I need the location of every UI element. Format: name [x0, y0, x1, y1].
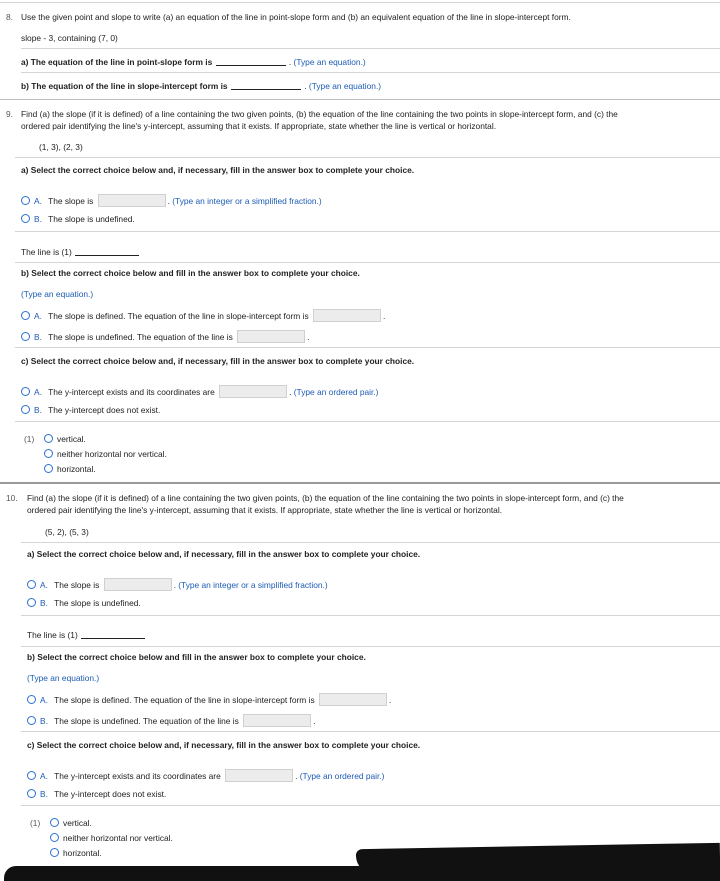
q10-part-b-instructions: b) Select the correct choice below and fill in the answer box to complete your choice.: [27, 652, 366, 662]
q10-b-option-a-text: The slope is defined. The equation of the line in slope-intercept form is: [54, 695, 315, 705]
q10-b-option-a-radio[interactable]: [27, 695, 36, 704]
q9-prompt-line2: ordered pair identifying the line's y-intercept, assuming that it exists. If appropriate, state whether the line is vertical or horizontal.: [21, 121, 497, 131]
q9-b-option-a-text: The slope is defined. The equation of the line in slope-intercept form is: [48, 311, 309, 321]
q9-c-option-b[interactable]: B. The y-intercept does not exist.: [21, 405, 160, 415]
q8-part-a: a) The equation of the line in point-slope form is . (Type an equation.): [21, 57, 366, 67]
q10-dropdown-option-neither[interactable]: neither horizontal nor vertical.: [50, 833, 173, 843]
q9-b-option-b[interactable]: B. The slope is undefined. The equation of the line is .: [21, 330, 309, 343]
q9-line-is: [21, 247, 140, 257]
q10-line-is-dropdown-blank[interactable]: [81, 630, 145, 639]
q10-prompt-line1: Find (a) the slope (if it is defined) of a line containing the two given points, (b) the equation of the line containing the two points in slope-intercept form, and (c) the: [27, 493, 624, 503]
q9-a-option-a[interactable]: A. The slope is . (Type an integer or a simplified fraction.): [21, 194, 322, 207]
q10-dropdown-neither-radio[interactable]: [50, 833, 59, 842]
q9-part-b-hint: (Type an equation.): [21, 289, 94, 299]
q9-c-option-b-radio[interactable]: [21, 405, 30, 414]
q9-c-option-a-text: The y-intercept exists and its coordinates are: [48, 387, 215, 397]
q9-part-b-instructions: b) Select the correct choice below and fill in the answer box to complete your choice.: [21, 268, 360, 278]
q9-line-is-dropdown-blank[interactable]: [75, 247, 139, 256]
q10-b-option-b-radio[interactable]: [27, 716, 36, 725]
q9-dropdown-label: (1): [24, 434, 35, 444]
q10-dropdown-label: (1): [30, 818, 41, 828]
q10-part-b-hint: (Type an equation.): [27, 673, 100, 683]
q10-dropdown-option-vertical[interactable]: vertical.: [50, 818, 92, 828]
q10-a-option-a-hint: (Type an integer or a simplified fraction.): [178, 580, 328, 590]
q8-part-b-hint: (Type an equation.): [308, 81, 382, 91]
q9-dropdown-neither-radio[interactable]: [44, 449, 53, 458]
q10-c-option-b[interactable]: B. The y-intercept does not exist.: [27, 789, 166, 799]
q9-a-option-b-radio[interactable]: [21, 214, 30, 223]
q10-line-is: [27, 630, 146, 640]
q10-line-is-label: The line is (1): [27, 630, 78, 640]
q9-dropdown-option-horizontal[interactable]: horizontal.: [44, 464, 96, 474]
q10-dropdown-option-horizontal[interactable]: horizontal.: [50, 848, 102, 858]
q9-a-option-a-hint: (Type an integer or a simplified fraction.): [172, 196, 322, 206]
q8-prompt: Use the given point and slope to write (a) an equation of the line in point-slope form and (b) an equivalent equation of the line in slope-intercept form.: [21, 12, 571, 22]
q10-b-option-b[interactable]: B. The slope is undefined. The equation of the line is .: [27, 714, 315, 727]
q9-a-option-a-text: The slope is: [48, 196, 94, 206]
q8-part-b-label: b) The equation of the line in slope-intercept form is: [21, 81, 228, 91]
q9-slope-input[interactable]: [98, 194, 166, 207]
q8-part-b-answer-blank[interactable]: [231, 81, 301, 90]
q10-slope-input[interactable]: [104, 578, 172, 591]
q10-part-a-instructions: a) Select the correct choice below and, if necessary, fill in the answer box to complete your choice.: [27, 549, 421, 559]
q9-a-option-a-radio[interactable]: [21, 196, 30, 205]
q9-vertical-equation-input[interactable]: [237, 330, 305, 343]
q10-points: (5, 2), (5, 3): [45, 527, 89, 537]
q9-dropdown-option-neither[interactable]: neither horizontal nor vertical.: [44, 449, 167, 459]
q9-points: (1, 3), (2, 3): [39, 142, 83, 152]
q9-dropdown-option-vertical[interactable]: vertical.: [44, 434, 86, 444]
q9-c-option-b-text: The y-intercept does not exist.: [48, 405, 161, 415]
q10-c-option-b-radio[interactable]: [27, 789, 36, 798]
q8-part-a-label: a) The equation of the line in point-slope form is: [21, 57, 213, 67]
q9-dropdown-horizontal-radio[interactable]: [44, 464, 53, 473]
q9-c-option-a[interactable]: A. The y-intercept exists and its coordinates are . (Type an ordered pair.): [21, 385, 378, 398]
q10-a-option-b-radio[interactable]: [27, 598, 36, 607]
q8-part-b: b) The equation of the line in slope-intercept form is . (Type an equation.): [21, 81, 382, 91]
q10-b-option-a[interactable]: A. The slope is defined. The equation of the line in slope-intercept form is .: [27, 693, 391, 706]
q8-given: slope - 3, containing (7, 0): [21, 33, 118, 43]
q9-a-option-b[interactable]: B. The slope is undefined.: [21, 214, 135, 224]
q9-number: 9.: [6, 109, 13, 119]
q10-c-option-a-text: The y-intercept exists and its coordinates are: [54, 771, 221, 781]
q10-y-intercept-input[interactable]: [225, 769, 293, 782]
q10-number: 10.: [6, 493, 18, 503]
q9-y-intercept-input[interactable]: [219, 385, 287, 398]
q10-c-option-a-radio[interactable]: [27, 771, 36, 780]
q9-a-option-b-text: The slope is undefined.: [48, 214, 135, 224]
q9-dropdown-vertical-radio[interactable]: [44, 434, 53, 443]
q9-c-option-a-radio[interactable]: [21, 387, 30, 396]
q10-a-option-b-text: The slope is undefined.: [54, 598, 141, 608]
q10-c-option-a-hint: (Type an ordered pair.): [299, 771, 385, 781]
redaction-mark-bottom: [4, 866, 720, 881]
q8-part-a-answer-blank[interactable]: [216, 57, 286, 66]
q9-part-c-instructions: c) Select the correct choice below and, if necessary, fill in the answer box to complete your choice.: [21, 356, 415, 366]
q10-dropdown-vertical-radio[interactable]: [50, 818, 59, 827]
q8-part-a-hint: (Type an equation.): [293, 57, 366, 67]
q9-b-option-a-radio[interactable]: [21, 311, 30, 320]
q10-a-option-a[interactable]: A. The slope is . (Type an integer or a simplified fraction.): [27, 578, 328, 591]
q9-equation-input[interactable]: [313, 309, 381, 322]
q10-a-option-a-radio[interactable]: [27, 580, 36, 589]
q9-c-option-a-hint: (Type an ordered pair.): [293, 387, 379, 397]
q9-b-option-a[interactable]: A. The slope is defined. The equation of the line in slope-intercept form is .: [21, 309, 385, 322]
q10-a-option-b[interactable]: B. The slope is undefined.: [27, 598, 141, 608]
q9-prompt-line1: Find (a) the slope (if it is defined) of a line containing the two given points, (b) the equation of the line containing the two points in slope-intercept form, and (c) the: [21, 109, 618, 119]
q10-dropdown-horizontal-radio[interactable]: [50, 848, 59, 857]
q10-equation-input[interactable]: [319, 693, 387, 706]
q10-b-option-b-text: The slope is undefined. The equation of the line is: [54, 716, 239, 726]
q9-line-is-label: The line is (1): [21, 247, 72, 257]
q10-vertical-equation-input[interactable]: [243, 714, 311, 727]
q9-b-option-b-radio[interactable]: [21, 332, 30, 341]
q9-part-a-instructions: a) Select the correct choice below and, if necessary, fill in the answer box to complete your choice.: [21, 165, 415, 175]
q9-b-option-b-text: The slope is undefined. The equation of the line is: [48, 332, 233, 342]
q8-number: 8.: [6, 12, 13, 22]
q10-c-option-a[interactable]: A. The y-intercept exists and its coordinates are . (Type an ordered pair.): [27, 769, 384, 782]
q10-c-option-b-text: The y-intercept does not exist.: [54, 789, 167, 799]
q10-part-c-instructions: c) Select the correct choice below and, if necessary, fill in the answer box to complete your choice.: [27, 740, 421, 750]
q10-a-option-a-text: The slope is: [54, 580, 100, 590]
q10-prompt-line2: ordered pair identifying the line's y-intercept, assuming that it exists. If appropriate, state whether the line is vertical or horizontal.: [27, 505, 503, 515]
